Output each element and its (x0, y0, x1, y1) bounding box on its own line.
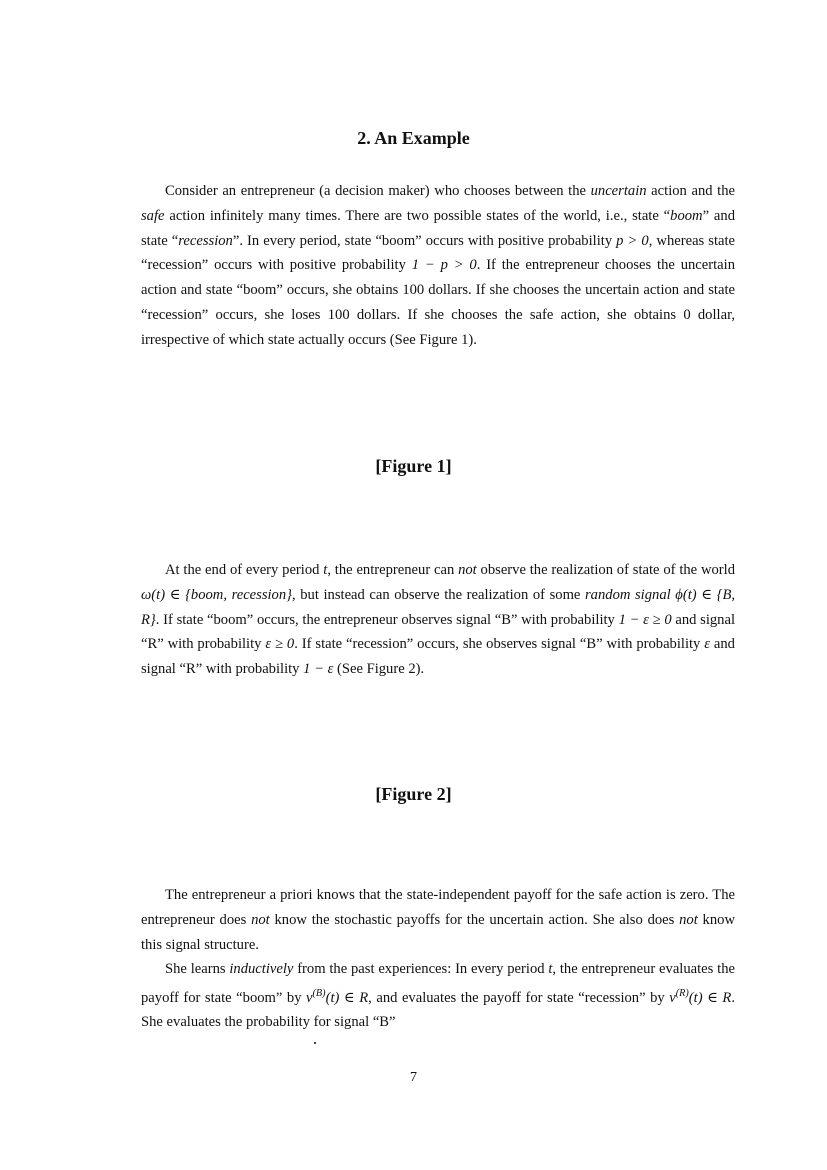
paragraph-1: Consider an entrepreneur (a decision maker) who chooses between the uncertain action and the safe action infinitely many times. There are two possible states of the world, i.e., state “boom” and state “recession”. In every period, state “boom” occurs with positive probability p > 0, whereas state “recession” occurs with positive probability 1 − p > 0. If the entrepreneur chooses the uncertain action and state “boom” occurs, she obtains 100 dollars. If she chooses the uncertain action and state “recession” occurs, she loses 100 dollars. If she chooses the safe action, she obtains 0 dollar, irrespective of which state actually occurs (See Figure 1). (141, 183, 736, 348)
paragraph-3: The entrepreneur a priori knows that the state-independent payoff for the safe action is zero. The entrepreneur does not know the stochastic payoffs for the uncertain action. She also does not know this signal structure. (141, 887, 735, 953)
figure-2-label: [Figure 2] (375, 784, 452, 804)
stray-dot (314, 1042, 316, 1044)
paragraph-2: At the end of every period t, the entrepreneur can not observe the realization of state of the world ω(t) ∈ {boom, recession}, but instead can observe the realization of some random signal ϕ(t) ∈ {B, R}. If state “boom” occurs, the entrepreneur observes signal “B” with probability 1 − ε ≥ 0 and signal “R” with probability ε ≥ 0. If state “recession” occurs, she observes signal “B” with probability ε and signal “R” with probability 1 − ε (See Figure 2). (141, 562, 736, 678)
page-number: 7 (410, 1070, 417, 1085)
section-title: 2. An Example (357, 128, 470, 148)
figure-1-label: [Figure 1] (375, 456, 452, 476)
paragraph-4: She learns inductively from the past experiences: In every period t, the entrepreneur evaluates the payoff for state “boom” by $v^{(B)}(t)$ ∈ R, and evaluates the payoff for state “recession” by $v^{(R)}(t)$ ∈ R. She evaluates the probability for signal “B” (141, 961, 735, 1031)
